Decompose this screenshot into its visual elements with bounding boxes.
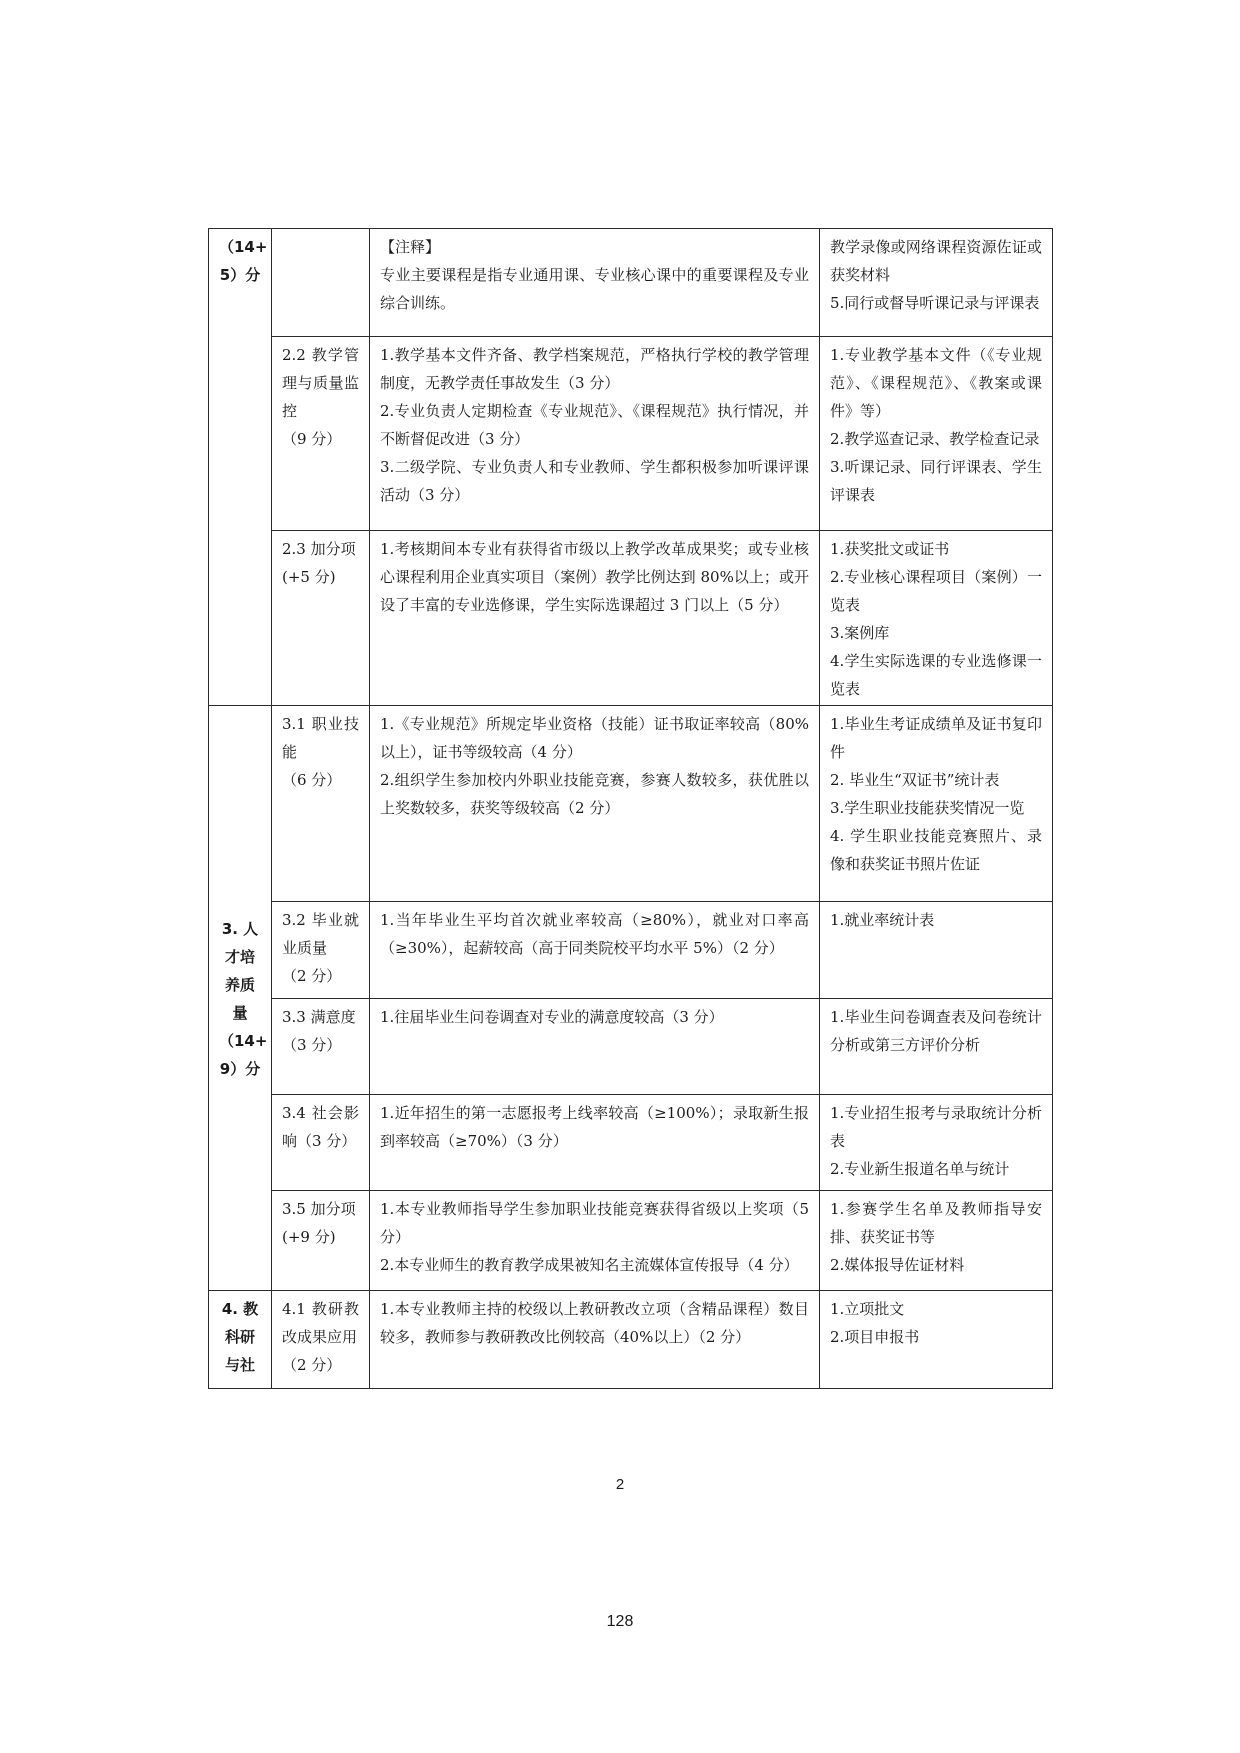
- subitem-line: （6 分）: [282, 771, 342, 789]
- table-row: [209, 1191, 1053, 1291]
- standard-line: 1.当年毕业生平均首次就业率较高（≥80%），就业对口率高（≥30%），起薪较高（高于同类院校平均水平 5%）（2 分）: [380, 911, 809, 957]
- dimension-cell-2: [209, 229, 272, 706]
- subitem-line: （3 分）: [282, 1036, 342, 1054]
- evidence-cell: [820, 1191, 1053, 1291]
- evidence-line: 2. 毕业生“双证书”统计表: [830, 771, 1000, 789]
- subitem-line: （2 分）: [282, 967, 342, 985]
- subitem-line: (+9 分): [282, 1228, 336, 1246]
- dimension-line: 3. 人: [221, 920, 259, 938]
- evidence-line: 1.参赛学生名单及教师指导安排、获奖证书等: [830, 1200, 1042, 1246]
- dimension-line: （14+: [219, 1032, 268, 1050]
- subitem-cell: [272, 1095, 370, 1191]
- evidence-cell: [820, 1291, 1053, 1389]
- subitem-line: 4.1 教研教改成果应用: [282, 1300, 359, 1346]
- table-row: [209, 1291, 1053, 1389]
- evidence-line: 3.听课记录、同行评课表、学生评课表: [830, 458, 1042, 504]
- subitem-line: 3.4 社会影响（3 分）: [282, 1104, 359, 1150]
- evidence-cell: [820, 229, 1053, 337]
- dimension-line: 才培: [224, 948, 255, 966]
- page-number-inner: 2: [615, 1476, 625, 1493]
- evidence-line: 2.媒体报导佐证材料: [830, 1256, 965, 1274]
- subitem-cell: [272, 531, 370, 706]
- subitem-line: 3.2 毕业就业质量: [282, 911, 359, 957]
- standard-line: 1.本专业教师指导学生参加职业技能竞赛获得省级以上奖项（5 分）: [380, 1200, 809, 1246]
- dimension-line: 5）分: [219, 266, 261, 284]
- standard-line: 1.本专业教师主持的校级以上教研教改立项（含精品课程）数目较多，教师参与教研教改比例较高（40%以上）（2 分）: [380, 1300, 809, 1346]
- evidence-line: 3.学生职业技能获奖情况一览: [830, 799, 1025, 817]
- evaluation-table: [208, 228, 1053, 1389]
- subitem-line: （9 分）: [282, 430, 342, 448]
- standard-line: 2.专业负责人定期检查《专业规范》、《课程规范》执行情况，并不断督促改进（3 分）: [380, 402, 809, 448]
- subitem-line: 2.2 教学管理与质量监控: [282, 346, 359, 420]
- subitem-line: 3.5 加分项: [282, 1200, 356, 1218]
- standard-line: 3.二级学院、专业负责人和专业教师、学生都积极参加听课评课活动（3 分）: [380, 458, 809, 504]
- page-number-outer: 128: [606, 1613, 634, 1630]
- standard-cell: [370, 229, 820, 337]
- evidence-cell: [820, 337, 1053, 531]
- standard-cell: [370, 902, 820, 999]
- subitem-cell: [272, 902, 370, 999]
- evidence-line: 2.专业新生报道名单与统计: [830, 1160, 1010, 1178]
- table-row: [209, 337, 1053, 531]
- evidence-line: 2.教学巡查记录、教学检查记录: [830, 430, 1040, 448]
- evaluation-sheet: [208, 228, 1052, 1389]
- table-row: [209, 531, 1053, 706]
- subitem-cell: [272, 1291, 370, 1389]
- dimension-line: 量: [232, 1004, 248, 1022]
- table-row: [209, 902, 1053, 999]
- evidence-line: 1.专业招生报考与录取统计分析表: [830, 1104, 1042, 1150]
- dimension-cell-3: [209, 706, 272, 1291]
- evidence-line: 5.同行或督导听课记录与评课表: [830, 294, 1040, 312]
- dimension-line: （14+: [219, 238, 268, 256]
- evidence-line: 1.就业率统计表: [830, 911, 935, 929]
- dimension-line: 4. 教: [221, 1300, 259, 1318]
- standard-line: 【注释】: [380, 238, 441, 256]
- evidence-cell: [820, 706, 1053, 902]
- evidence-line: 1.专业教学基本文件（《专业规范》、《课程规范》、《教案或课件》等）: [830, 346, 1042, 420]
- evidence-line: 教学录像或网络课程资源佐证或获奖材料: [830, 238, 1042, 284]
- evidence-line: 1.毕业生问卷调查表及问卷统计分析或第三方评价分析: [830, 1008, 1042, 1054]
- dimension-cell-4: [209, 1291, 272, 1389]
- table-row: [209, 1095, 1053, 1191]
- standard-cell: [370, 531, 820, 706]
- standard-line: 1.《专业规范》所规定毕业资格（技能）证书取证率较高（80%以上），证书等级较高（4 分）: [380, 715, 809, 761]
- table-row: [209, 999, 1053, 1095]
- table-row: [209, 706, 1053, 902]
- subitem-cell: [272, 229, 370, 337]
- subitem-cell: [272, 706, 370, 902]
- evidence-line: 1.毕业生考证成绩单及证书复印件: [830, 715, 1042, 761]
- standard-cell: [370, 706, 820, 902]
- standard-cell: [370, 337, 820, 531]
- standard-line: 2.本专业师生的教育教学成果被知名主流媒体宣传报导（4 分）: [380, 1256, 799, 1274]
- subitem-cell: [272, 1191, 370, 1291]
- standard-line: 1.考核期间本专业有获得省市级以上教学改革成果奖；或专业核心课程利用企业真实项目（案例）教学比例达到 80%以上；或开设了丰富的专业选修课，学生实际选课超过 3 门以上（5 分）: [380, 540, 809, 614]
- standard-cell: [370, 999, 820, 1095]
- standard-cell: [370, 1291, 820, 1389]
- standard-line: 专业主要课程是指专业通用课、专业核心课中的重要课程及专业综合训练。: [380, 266, 809, 312]
- evidence-cell: [820, 999, 1053, 1095]
- subitem-cell: [272, 337, 370, 531]
- dimension-line: 养质: [224, 976, 255, 994]
- evidence-cell: [820, 902, 1053, 999]
- evidence-cell: [820, 531, 1053, 706]
- subitem-cell: [272, 999, 370, 1095]
- dimension-line: 9）分: [219, 1060, 261, 1078]
- evidence-line: 1.获奖批文或证书: [830, 540, 950, 558]
- standard-line: 1.教学基本文件齐备、教学档案规范，严格执行学校的教学管理制度，无教学责任事故发生（3 分）: [380, 346, 809, 392]
- evidence-line: 4.学生实际选课的专业选修课一览表: [830, 652, 1042, 698]
- subitem-line: （2 分）: [282, 1356, 342, 1374]
- evidence-line: 1.立项批文: [830, 1300, 905, 1318]
- evidence-line: 2.项目申报书: [830, 1328, 920, 1346]
- dimension-line: 科研: [224, 1328, 255, 1346]
- standard-line: 1.往届毕业生问卷调查对专业的满意度较高（3 分）: [380, 1008, 724, 1026]
- subitem-line: 3.1 职业技能: [282, 715, 359, 761]
- standard-cell: [370, 1095, 820, 1191]
- standard-line: 2.组织学生参加校内外职业技能竞赛，参赛人数较多，获优胜以上奖数较多，获奖等级较高（2 分）: [380, 771, 809, 817]
- subitem-line: 2.3 加分项: [282, 540, 356, 558]
- standard-line: 1.近年招生的第一志愿报考上线率较高（≥100%）；录取新生报到率较高（≥70%）（3 分）: [380, 1104, 809, 1150]
- subitem-line: (+5 分): [282, 568, 336, 586]
- evidence-line: 4. 学生职业技能竞赛照片、录像和获奖证书照片佐证: [830, 827, 1042, 873]
- evidence-cell: [820, 1095, 1053, 1191]
- dimension-line: 与社: [224, 1356, 255, 1374]
- evidence-line: 2.专业核心课程项目（案例）一览表: [830, 568, 1042, 614]
- table-row: [209, 229, 1053, 337]
- standard-cell: [370, 1191, 820, 1291]
- evidence-line: 3.案例库: [830, 624, 890, 642]
- subitem-line: 3.3 满意度: [282, 1008, 356, 1026]
